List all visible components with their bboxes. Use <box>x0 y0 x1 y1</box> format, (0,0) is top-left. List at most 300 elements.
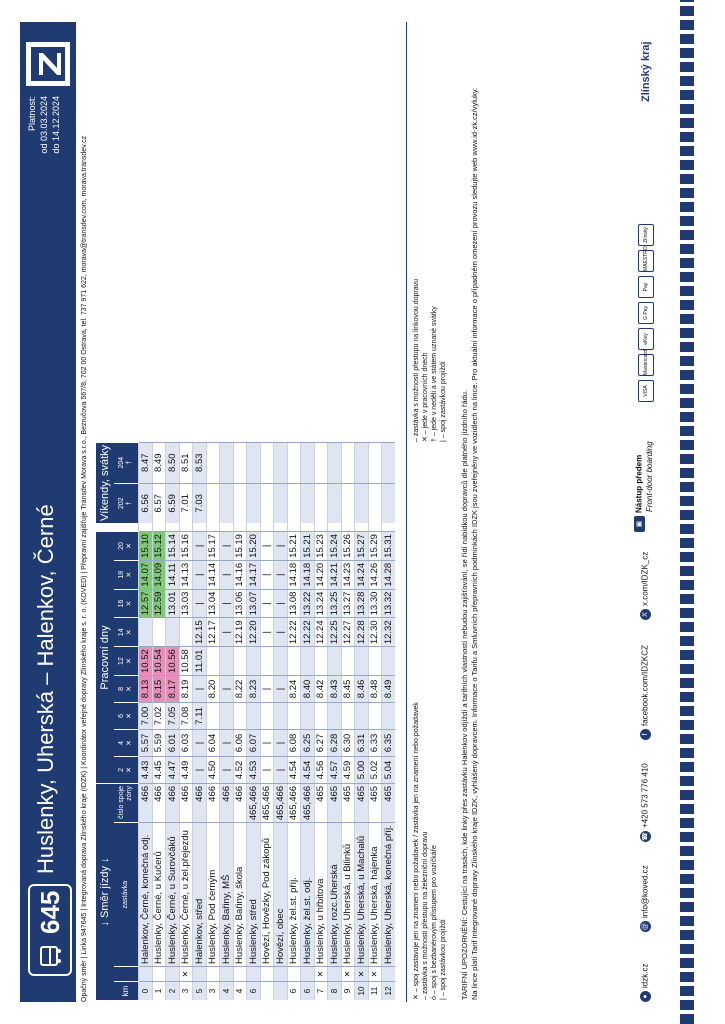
time-cell: 8.49 <box>382 675 395 702</box>
time-cell: 10.52 <box>139 647 153 676</box>
time-cell: 14.20 <box>314 560 328 589</box>
time-cell: | <box>220 675 234 702</box>
stop-cell: Halenkov, střed <box>193 823 207 967</box>
time-cell: 13.04 <box>206 589 220 618</box>
trip-number: 4 <box>118 741 125 745</box>
gap <box>220 523 234 532</box>
gap <box>139 523 153 532</box>
trip-code: ✕ <box>126 686 133 692</box>
time-cell: 14.11 <box>166 560 180 589</box>
separator <box>406 22 407 1002</box>
note-line: | – spoj zastávkou projíždí <box>440 361 447 442</box>
time-cell: 15.17 <box>206 532 220 561</box>
time-cell: 8.13 <box>139 675 153 702</box>
gap <box>247 523 261 532</box>
time-cell: 4.43 <box>139 756 153 783</box>
table-row <box>247 442 261 1000</box>
zone-cell: 466 <box>193 783 207 822</box>
zone-cell: 466 <box>233 783 247 822</box>
table-row <box>166 442 180 1000</box>
footer <box>632 22 662 1002</box>
time-cell: 8.22 <box>233 675 247 702</box>
time-cell: 4.54 <box>301 756 315 783</box>
time-cell: | <box>274 729 288 756</box>
time-cell: 6.01 <box>166 729 180 756</box>
time-cell <box>152 618 166 647</box>
validity-to: do 14.12.2024 <box>51 96 61 154</box>
time-cell: 4.57 <box>328 756 342 783</box>
time-cell: 13.28 <box>355 589 369 618</box>
zone-cell: 466 <box>166 783 180 822</box>
boarding-en: Front-door boarding <box>645 441 654 512</box>
time-cell: | <box>193 560 207 589</box>
trip-code: † <box>126 460 133 465</box>
time-cell <box>274 702 288 729</box>
km-cell: 11 <box>368 982 382 1001</box>
time-cell: | <box>220 589 234 618</box>
km-cell <box>260 982 274 1001</box>
time-cell: | <box>274 675 288 702</box>
time-cell <box>382 647 395 676</box>
time-cell <box>287 702 301 729</box>
km-cell: 6 <box>287 982 301 1001</box>
symbol-cell: ✕ <box>314 967 328 982</box>
time-cell <box>274 442 288 483</box>
tarif-line: TARIFNÍ UPOZORNĚNÍ: Cestující na trasách, kde linky přes zastávku Halenkov odjíždí a tarifních vlastností nebudou zajišťování, se řídí nabídkou dopravců dle platného jízdního řádu. <box>460 389 469 1000</box>
trip-header <box>114 483 139 523</box>
km-cell: 6 <box>301 982 315 1001</box>
gap <box>355 523 369 532</box>
stop-cell: Huslenky, Uherská, u Machalů <box>355 823 369 967</box>
time-cell: 8.53 <box>193 442 207 483</box>
note-line: ✕ – jede v pracovních dnech <box>422 352 429 442</box>
time-cell: 12.19 <box>233 618 247 647</box>
time-cell: 15.23 <box>314 532 328 561</box>
km-cell: 10 <box>355 982 369 1001</box>
time-cell: | <box>220 560 234 589</box>
trip-header <box>114 756 139 783</box>
time-cell: 13.24 <box>314 589 328 618</box>
time-cell: 7.11 <box>193 702 207 729</box>
time-cell: 8.17 <box>166 675 180 702</box>
time-cell: 8.23 <box>247 675 261 702</box>
time-cell <box>139 618 153 647</box>
time-cell: 12.28 <box>355 618 369 647</box>
time-cell: 7.02 <box>152 702 166 729</box>
time-cell <box>166 618 180 647</box>
time-cell: 6.27 <box>314 729 328 756</box>
time-cell: | <box>274 589 288 618</box>
payment-mastercard-icon: Mastercard <box>638 354 654 376</box>
symbol-cell <box>220 967 234 982</box>
symbol-cell: ✕ <box>355 967 369 982</box>
stop-cell: Huslenky, u hřbitova <box>314 823 328 967</box>
stop-cell: Huslenky, Černé, u žel.přejezdu <box>179 823 193 967</box>
time-cell: 8.20 <box>206 675 220 702</box>
mail-icon: @ <box>642 922 649 931</box>
time-cell: 6.56 <box>139 483 153 523</box>
symbol-cell: ✕ <box>368 967 382 982</box>
trip-code: ✕ <box>126 571 133 578</box>
km-cell: 1 <box>152 982 166 1001</box>
table-row <box>341 442 355 1000</box>
time-cell <box>206 647 220 676</box>
trip-number: 16 <box>118 599 125 608</box>
stop-cell: Huslenky, žel.st. příj. <box>287 823 301 967</box>
phone-icon: ☎ <box>642 832 649 841</box>
table-row <box>287 442 301 1000</box>
time-cell: 14.26 <box>368 560 382 589</box>
time-cell: 15.19 <box>233 532 247 561</box>
region-logo: Zlínský kraj <box>640 41 652 102</box>
zone-cell: 465,466 <box>274 783 288 822</box>
time-cell: 4.47 <box>166 756 180 783</box>
time-cell: 12.15 <box>193 618 207 647</box>
time-cell: 8.19 <box>179 675 193 702</box>
trip-code: ✕ <box>126 767 133 773</box>
validity <box>26 96 62 222</box>
x-icon: X <box>640 609 651 620</box>
gap <box>96 523 114 532</box>
time-cell <box>328 442 342 483</box>
timetable <box>96 442 395 1000</box>
time-cell: 5.57 <box>139 729 153 756</box>
stop-header: zastávka <box>114 823 139 967</box>
validity-from: od 03.03.2024 <box>39 96 49 154</box>
front-door-boarding <box>634 441 655 532</box>
footer-x[interactable] <box>640 552 651 620</box>
time-cell <box>220 442 234 483</box>
footer-phone-text: +420 573 776 410 <box>640 763 650 828</box>
table-row <box>193 442 207 1000</box>
time-cell: 8.45 <box>341 675 355 702</box>
header-bar <box>20 22 76 1002</box>
time-cell <box>368 647 382 676</box>
stop-cell: Huslenky, střed <box>247 823 261 967</box>
km-cell: 3 <box>179 982 193 1001</box>
footer-web[interactable] <box>640 964 651 1002</box>
footer-facebook-text: facebook.com/IDZKCZ <box>640 645 650 726</box>
note-line: – zastávka s možností přestupu na železniční dopravu <box>422 831 429 1000</box>
time-cell: 12.17 <box>206 618 220 647</box>
trip-number: 8 <box>118 687 125 691</box>
trip-code: ✕ <box>126 713 133 719</box>
time-cell <box>301 702 315 729</box>
km-cell: 7 <box>314 982 328 1001</box>
table-row <box>382 442 395 1000</box>
time-cell <box>260 702 274 729</box>
trip-header <box>114 442 139 483</box>
symbol-header <box>114 967 139 982</box>
time-cell: 5.02 <box>368 756 382 783</box>
time-cell <box>247 647 261 676</box>
time-cell <box>220 702 234 729</box>
trip-header <box>114 589 139 618</box>
time-cell: | <box>260 589 274 618</box>
time-cell <box>247 702 261 729</box>
zone-cell: 465 <box>368 783 382 822</box>
gap <box>274 523 288 532</box>
time-cell: | <box>193 675 207 702</box>
time-cell: | <box>260 729 274 756</box>
stop-cell: Halenkov, Černé, konečná odj. <box>139 823 153 967</box>
time-cell: 14.07 <box>139 560 153 589</box>
time-cell: | <box>274 618 288 647</box>
time-cell: 10.54 <box>152 647 166 676</box>
time-cell <box>206 483 220 523</box>
route-name: Huslenky, Uherská – Halenkov, Černé <box>33 504 58 874</box>
table-row <box>206 442 220 1000</box>
gap <box>341 523 355 532</box>
zone-cell: 465 <box>382 783 395 822</box>
time-cell: | <box>274 532 288 561</box>
time-cell <box>206 702 220 729</box>
conn-label: číslo spoje <box>118 785 125 820</box>
time-cell: 7.00 <box>139 702 153 729</box>
zone-cell: 465 <box>314 783 328 822</box>
time-cell <box>233 702 247 729</box>
time-cell: | <box>220 618 234 647</box>
time-cell: 4.54 <box>287 756 301 783</box>
trip-number: 20 <box>118 542 125 550</box>
table-row <box>368 442 382 1000</box>
stop-cell: Huslenky, Bařiny, škola <box>233 823 247 967</box>
zone-cell: 465,466 <box>301 783 315 822</box>
km-cell: 4 <box>220 982 234 1001</box>
time-cell <box>355 483 369 523</box>
bottom-stripe <box>680 0 694 1024</box>
table-row <box>179 442 193 1000</box>
time-cell: 14.09 <box>152 560 166 589</box>
gap <box>301 523 315 532</box>
trip-header <box>114 675 139 702</box>
time-cell: 13.08 <box>287 589 301 618</box>
time-cell: | <box>193 729 207 756</box>
symbol-cell <box>328 967 342 982</box>
workdays-header: Pracovní dny <box>96 532 114 784</box>
time-cell: 14.18 <box>301 560 315 589</box>
time-cell <box>260 442 274 483</box>
stop-cell: Huslenky, Pod černým <box>206 823 220 967</box>
time-cell: 6.57 <box>152 483 166 523</box>
time-cell: 6.08 <box>287 729 301 756</box>
time-cell: 5.59 <box>152 729 166 756</box>
route-number: 645 <box>35 890 65 934</box>
table-subhead-row <box>114 442 139 1000</box>
zone-cell: 466 <box>206 783 220 822</box>
symbol-cell <box>206 967 220 982</box>
time-cell: 6.28 <box>328 729 342 756</box>
stop-cell: Huslenky, Černé, u Kučerů <box>152 823 166 967</box>
table-row <box>139 442 153 1000</box>
trip-number: 12 <box>118 657 125 665</box>
bus-icon <box>38 944 62 968</box>
trip-header <box>114 702 139 729</box>
note-line: † – jede v neděli a ve státem uznané svátky <box>431 306 438 442</box>
symbol-cell <box>152 967 166 982</box>
time-cell <box>341 483 355 523</box>
time-cell: 6.35 <box>382 729 395 756</box>
trip-header <box>114 532 139 561</box>
time-cell: 13.32 <box>382 589 395 618</box>
note-line: ✕ – spoj zastavuje jen na znamení nebo požadavek / zastávka jen na znamení nebo požadavek <box>413 702 420 1000</box>
time-cell: 6.07 <box>247 729 261 756</box>
time-cell: 15.20 <box>247 532 261 561</box>
time-cell: | <box>193 532 207 561</box>
time-cell <box>368 702 382 729</box>
time-cell: 12.25 <box>328 618 342 647</box>
trip-code: ✕ <box>126 629 133 636</box>
time-cell: 15.10 <box>139 532 153 561</box>
time-cell: 7.03 <box>193 483 207 523</box>
trip-header <box>114 618 139 647</box>
time-cell <box>355 647 369 676</box>
gap <box>287 523 301 532</box>
gap <box>166 523 180 532</box>
time-cell: 15.24 <box>328 532 342 561</box>
time-cell: 13.22 <box>301 589 315 618</box>
symbol-cell <box>274 967 288 982</box>
time-cell: 15.29 <box>368 532 382 561</box>
payment-zlin-card-icon: Zlínský <box>638 224 654 246</box>
time-cell <box>328 647 342 676</box>
trip-header <box>114 560 139 589</box>
time-cell <box>301 483 315 523</box>
gap <box>260 523 274 532</box>
footer-facebook[interactable] <box>640 645 651 740</box>
time-cell: | <box>193 756 207 783</box>
trip-number: 6 <box>118 714 125 718</box>
time-cell: 6.25 <box>301 729 315 756</box>
km-cell: 4 <box>233 982 247 1001</box>
validity-label: Platnost: <box>27 96 37 132</box>
time-cell: 7.05 <box>166 702 180 729</box>
time-cell: 10.58 <box>179 647 193 676</box>
time-cell: 15.12 <box>152 532 166 561</box>
time-cell: 15.31 <box>382 532 395 561</box>
table-row <box>328 442 342 1000</box>
time-cell <box>382 702 395 729</box>
time-cell: | <box>260 618 274 647</box>
time-cell <box>314 483 328 523</box>
notes-left <box>412 670 448 1000</box>
trip-header <box>114 647 139 676</box>
time-cell <box>233 442 247 483</box>
time-cell <box>368 483 382 523</box>
time-cell: 14.16 <box>233 560 247 589</box>
time-cell: | <box>260 532 274 561</box>
time-cell <box>220 483 234 523</box>
time-cell <box>328 483 342 523</box>
symbol-cell <box>287 967 301 982</box>
time-cell: 12.59 <box>152 589 166 618</box>
footer-x-text: x.com/IDZK_cz <box>640 551 650 606</box>
zone-cell: 465,466 <box>260 783 274 822</box>
time-cell <box>274 647 288 676</box>
gap <box>114 523 139 532</box>
time-cell: | <box>220 729 234 756</box>
time-cell: 13.27 <box>341 589 355 618</box>
km-header: km <box>114 982 139 1001</box>
time-cell <box>314 702 328 729</box>
zone-cell: 465 <box>355 783 369 822</box>
gap <box>193 523 207 532</box>
time-cell: 4.53 <box>247 756 261 783</box>
time-cell: 11.01 <box>193 647 207 676</box>
gap <box>152 523 166 532</box>
km-cell: 3 <box>206 982 220 1001</box>
km-cell <box>274 982 288 1001</box>
time-cell <box>287 442 301 483</box>
trip-code: ✕ <box>126 658 133 664</box>
footer-web-text: idzk.cz <box>640 963 650 988</box>
time-cell: 15.21 <box>301 532 315 561</box>
zone-cell: 466 <box>179 783 193 822</box>
time-cell: 15.14 <box>166 532 180 561</box>
time-cell <box>206 442 220 483</box>
footer-email[interactable] <box>640 865 651 932</box>
time-cell: 12.22 <box>301 618 315 647</box>
trip-number: 14 <box>118 628 125 637</box>
time-cell <box>314 647 328 676</box>
trip-number: 204 <box>118 456 125 469</box>
time-cell: 15.16 <box>179 532 193 561</box>
table-row <box>152 442 166 1000</box>
operators-line: Opačný směr | Linka 947645 | Integrovaná doprava Zlínského kraje (IDZK) | Koordinátor veřejné dopravy Zlínského kraje s. r. o. (KOVED) | Přepravní zajišťuje Transdev Morava s.r.o., Bezručova 567/8, 702 00 Ostrava, tel. 737 971 622, morava@transdev.com, morava.transdev.cz <box>81 135 88 1002</box>
footer-phone[interactable] <box>640 763 651 842</box>
zone-cell: 466 <box>152 783 166 822</box>
time-cell: 4.56 <box>314 756 328 783</box>
trip-number: 2 <box>118 768 125 772</box>
gap <box>368 523 382 532</box>
stop-cell: Huslenky, Černé, u Surovčáků <box>166 823 180 967</box>
time-cell: 10.56 <box>166 647 180 676</box>
time-cell: 13.06 <box>233 589 247 618</box>
time-cell: 12.24 <box>314 618 328 647</box>
table-row <box>233 442 247 1000</box>
facebook-icon: f <box>640 729 651 740</box>
time-cell: 14.13 <box>179 560 193 589</box>
tarif-line: Na lince platí Tarif Integrované dopravy Zlínského kraje IDZK, vyhlášený dopravcem. Informace o Tarifu a Smluvních přepravních podmínkách IDZK jsou zveřejněny ve vozidlech na lince. Pro aktuální informace o případném omezení provozu sledujte web www.id-zk.cz/vyluky. <box>470 87 479 1000</box>
stop-cell: Hovězí, obec <box>274 823 288 967</box>
time-cell: 8.47 <box>139 442 153 483</box>
gap <box>328 523 342 532</box>
symbol-cell <box>139 967 153 982</box>
gap <box>206 523 220 532</box>
stop-cell: Hovězí, Hovězky, Pod zákopů <box>260 823 274 967</box>
note-line: | – spoj zastávkou projíždí <box>440 919 447 1000</box>
time-cell: 13.25 <box>328 589 342 618</box>
time-cell <box>179 618 193 647</box>
time-cell <box>287 647 301 676</box>
table-row <box>220 442 234 1000</box>
time-cell <box>382 442 395 483</box>
km-cell: 0 <box>139 982 153 1001</box>
time-cell <box>260 483 274 523</box>
stop-cell: Huslenky, žel.st. odj. <box>301 823 315 967</box>
time-cell: 14.23 <box>341 560 355 589</box>
time-cell: 14.24 <box>355 560 369 589</box>
time-cell: 8.49 <box>152 442 166 483</box>
gap <box>233 523 247 532</box>
time-cell <box>233 483 247 523</box>
time-cell <box>368 442 382 483</box>
time-cell <box>301 647 315 676</box>
table-head-row <box>96 442 114 1000</box>
symbol-cell <box>260 967 274 982</box>
time-cell: 6.06 <box>233 729 247 756</box>
table-row <box>301 442 315 1000</box>
